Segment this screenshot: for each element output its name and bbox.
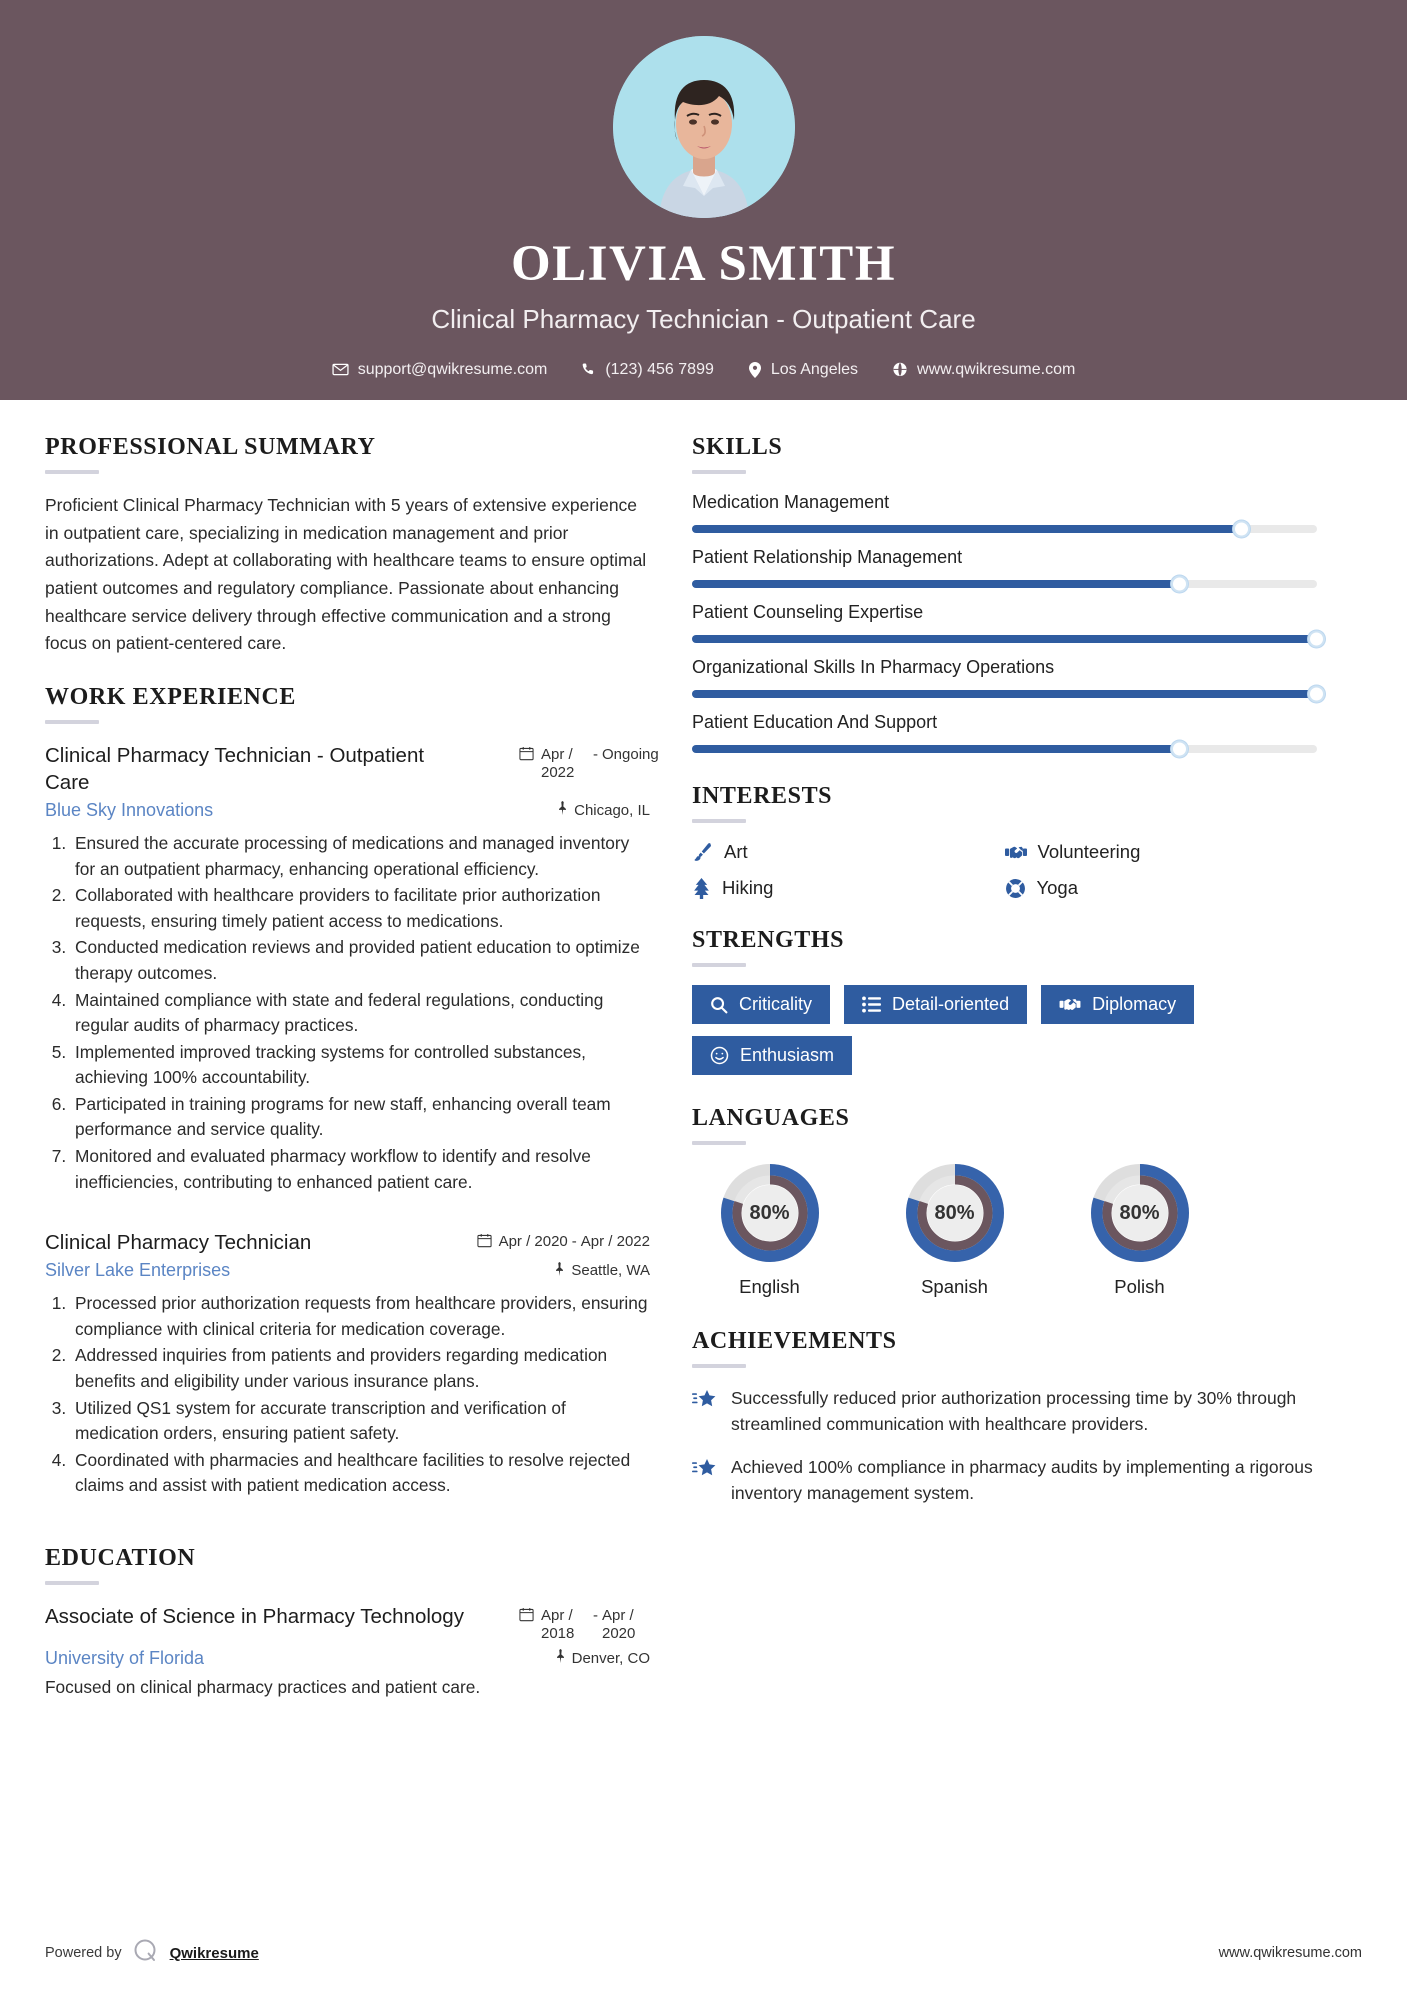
tree-icon — [692, 878, 711, 899]
work-dates — [519, 742, 659, 783]
strength-chip-detail-oriented[interactable] — [844, 985, 1027, 1024]
section-interests — [692, 783, 1317, 899]
magnifier-icon — [710, 996, 728, 1014]
strength-label: Diplomacy — [1092, 994, 1177, 1014]
skill-bar-knob[interactable] — [1171, 576, 1188, 593]
summary-text: Proficient Clinical Pharmacy Technician with 5 years of extensive experience in outpatient care, specializing in medication management and prior authorizations. Adept at collaborating with healthcare teams to ensure optimal patient outcomes and regulatory compliance. Passionate about enhancing healthcare service delivery through effective communication and a strong focus on patient-centered care. — [45, 495, 647, 654]
education-entry-head — [45, 1603, 650, 1644]
work-bullet: 1. Ensured the accurate processing of medications and managed inventory for an outpatient pharmacy, enhancing operational efficiency. — [71, 831, 650, 882]
skill-bar-track[interactable] — [692, 635, 1317, 643]
skill-bar-knob[interactable] — [1233, 521, 1250, 538]
skill-bar-knob[interactable] — [1308, 631, 1325, 648]
skill-bar-knob[interactable] — [1308, 686, 1325, 703]
globe-icon — [892, 362, 908, 378]
skill-item — [692, 602, 1317, 643]
work-date-start: Apr / 2020 — [498, 1233, 568, 1251]
contact-location[interactable] — [731, 361, 875, 379]
right-column — [692, 434, 1317, 1524]
interest-item — [1005, 841, 1318, 863]
map-pin-icon — [748, 362, 762, 378]
section-title: WORK EXPERIENCE — [45, 683, 297, 710]
powered-by — [45, 1938, 259, 1968]
calendar-icon — [477, 1233, 492, 1252]
contact-phone[interactable] — [564, 361, 731, 379]
skill-bar-fill — [692, 745, 1180, 753]
left-column — [45, 434, 659, 1706]
brand-link[interactable]: Qwikresume — [169, 1944, 259, 1962]
skill-bar-knob[interactable] — [1171, 741, 1188, 758]
achievement-item — [692, 1386, 1317, 1438]
section-strengths — [692, 927, 1317, 1075]
education-date-end: Apr / 2020 — [602, 1607, 636, 1643]
interest-label: Yoga — [1036, 877, 1079, 898]
pin-icon — [557, 801, 568, 819]
work-entry — [45, 1229, 650, 1499]
work-date-separator: - — [593, 745, 598, 763]
work-bullet: 2. Addressed inquiries from patients and providers regarding medication benefits and eligibility under various insurance plans. — [71, 1343, 650, 1394]
education-school: University of Florida — [45, 1647, 205, 1668]
skill-label: Patient Relationship Management — [692, 547, 963, 567]
work-location-value: Chicago, IL — [574, 801, 650, 819]
work-location — [554, 1262, 650, 1280]
work-entry — [45, 742, 659, 1195]
powered-by-label: Powered by — [45, 1945, 122, 1961]
list-icon — [862, 996, 881, 1013]
work-entry-sub — [45, 800, 650, 821]
language-donut — [720, 1163, 820, 1263]
language-donut — [1090, 1163, 1190, 1263]
calendar-icon — [519, 746, 534, 765]
section-title: ACHIEVEMENTS — [692, 1328, 897, 1354]
paint-brush-icon — [692, 842, 713, 863]
language-donut — [905, 1163, 1005, 1263]
work-date-end: Apr / 2022 — [580, 1233, 650, 1251]
section-skills — [692, 434, 1317, 753]
section-divider — [692, 470, 746, 474]
work-bullets — [71, 831, 650, 1195]
work-location-value: Seattle, WA — [571, 1262, 650, 1280]
education-degree: Associate of Science in Pharmacy Technology — [45, 1605, 464, 1629]
section-title: INTERESTS — [692, 783, 833, 809]
work-bullet: 4. Maintained compliance with state and federal regulations, conducting regular audits of pharmacy practices. — [71, 988, 650, 1039]
footer-url[interactable]: www.qwikresume.com — [1218, 1945, 1362, 1961]
language-name: Polish — [1114, 1276, 1165, 1297]
skill-bar-fill — [692, 580, 1180, 588]
section-title: SKILLS — [692, 434, 783, 460]
interest-label: Art — [724, 841, 748, 862]
language-item — [1062, 1163, 1217, 1298]
contact-phone-value: (123) 456 7899 — [605, 360, 714, 378]
section-divider — [692, 1141, 746, 1145]
resume-header — [0, 0, 1407, 400]
work-entry-head — [45, 1229, 650, 1256]
avatar — [613, 36, 795, 218]
work-location — [557, 801, 650, 819]
section-title: EDUCATION — [45, 1545, 196, 1572]
language-item — [692, 1163, 847, 1298]
work-bullet: 2. Collaborated with healthcare providers to facilitate prior authorization requests, ensuring timely patient access to medications. — [71, 883, 650, 934]
work-bullets — [71, 1291, 650, 1499]
education-location-value: Denver, CO — [571, 1649, 650, 1667]
work-entry-sub — [45, 1260, 650, 1281]
calendar-icon — [519, 1607, 534, 1626]
work-bullet: 7. Monitored and evaluated pharmacy workflow to identify and resolve inefficiencies, contributing to enhanced patient care. — [71, 1144, 650, 1195]
achievement-item — [692, 1455, 1317, 1507]
skill-item — [692, 492, 1317, 533]
language-percent: 80% — [749, 1201, 790, 1224]
work-date-start: Apr / 2022 — [541, 745, 575, 782]
interest-item — [1005, 877, 1318, 899]
section-divider — [45, 720, 99, 724]
section-divider — [692, 963, 746, 967]
section-divider — [45, 1581, 99, 1585]
pin-icon — [554, 1262, 565, 1280]
skill-item — [692, 712, 1317, 753]
work-bullet: 3. Conducted medication reviews and provided patient education to optimize therapy outcomes. — [71, 935, 650, 986]
section-professional-summary — [45, 434, 650, 658]
work-entry-head — [45, 742, 659, 796]
strength-label: Detail-oriented — [892, 994, 1010, 1014]
skill-label: Patient Education And Support — [692, 712, 938, 732]
section-divider — [692, 819, 746, 823]
star-icon — [692, 1386, 718, 1416]
strength-chip-diplomacy[interactable] — [1041, 985, 1194, 1024]
contact-website-value: www.qwikresume.com — [917, 360, 1076, 378]
work-bullet: 1. Processed prior authorization requests from healthcare providers, ensuring compliance with clinical criteria for medication coverage. — [71, 1291, 650, 1342]
work-bullet: 3. Utilized QS1 system for accurate transcription and verification of medication orders, ensuring patient safety. — [71, 1396, 650, 1447]
qwikresume-logo-icon — [133, 1938, 159, 1968]
section-work-experience — [45, 683, 659, 1499]
language-name: English — [739, 1276, 800, 1297]
section-title: STRENGTHS — [692, 927, 845, 953]
work-dates — [477, 1229, 650, 1252]
skill-bar-track[interactable] — [692, 580, 1317, 588]
work-bullet: 4. Coordinated with pharmacies and healthcare facilities to resolve rejected claims and assist with patient medication access. — [71, 1448, 650, 1499]
skill-bar-track[interactable] — [692, 525, 1317, 533]
strengths-list — [692, 985, 1317, 1075]
star-icon — [692, 1455, 718, 1485]
skill-bar-track[interactable] — [692, 745, 1317, 753]
interests-grid — [692, 841, 1317, 899]
education-note: Focused on clinical pharmacy practices and patient care. — [45, 1676, 481, 1697]
skill-bar-fill — [692, 690, 1317, 698]
strength-label: Criticality — [739, 994, 813, 1014]
education-entry-sub — [45, 1648, 650, 1669]
interest-label: Hiking — [722, 877, 774, 898]
resume-footer — [45, 1938, 1362, 1968]
strength-label: Enthusiasm — [740, 1045, 835, 1065]
work-date-end: Ongoing — [602, 745, 659, 763]
language-percent: 80% — [934, 1201, 975, 1224]
section-title: LANGUAGES — [692, 1105, 850, 1131]
contact-row — [315, 361, 1093, 379]
work-company: Silver Lake Enterprises — [45, 1260, 231, 1281]
work-role: Clinical Pharmacy Technician — [45, 1231, 312, 1255]
skill-item — [692, 657, 1317, 698]
strength-chip-criticality[interactable] — [692, 985, 830, 1024]
work-bullet: 6. Participated in training programs for new staff, enhancing overall team performance and service quality. — [71, 1092, 650, 1143]
language-percent: 80% — [1119, 1201, 1160, 1224]
envelope-icon — [332, 361, 349, 378]
smiley-icon — [710, 1046, 729, 1065]
strength-chip-enthusiasm[interactable] — [692, 1036, 852, 1075]
education-date-start: Apr / 2018 — [541, 1607, 575, 1643]
achievement-text: Successfully reduced prior authorization processing time by 30% through streamlined communication with healthcare providers. — [731, 1388, 1297, 1434]
contact-email-value: support@qwikresume.com — [357, 360, 548, 378]
skill-label: Medication Management — [692, 492, 890, 512]
contact-website[interactable] — [875, 361, 1092, 379]
skill-bar-fill — [692, 525, 1242, 533]
section-divider — [45, 470, 99, 474]
languages-list — [692, 1163, 1317, 1298]
handshake-icon — [1059, 995, 1081, 1014]
interest-label: Volunteering — [1037, 841, 1141, 862]
education-location — [555, 1649, 650, 1667]
skill-bar-fill — [692, 635, 1317, 643]
section-education — [45, 1545, 650, 1698]
job-title: Clinical Pharmacy Technician - Outpatient Care — [431, 303, 976, 334]
skill-item — [692, 547, 1317, 588]
section-achievements — [692, 1328, 1317, 1507]
life-ring-icon — [1005, 878, 1026, 899]
phone-icon — [581, 362, 596, 377]
page-title: OLIVIA SMITH — [510, 236, 896, 292]
language-item — [877, 1163, 1032, 1298]
section-divider — [692, 1364, 746, 1368]
education-date-separator: - — [593, 1607, 598, 1625]
skill-bar-track[interactable] — [692, 690, 1317, 698]
interest-item — [692, 841, 1005, 863]
contact-location-value: Los Angeles — [770, 360, 859, 378]
language-name: Spanish — [921, 1276, 988, 1297]
interest-item — [692, 877, 1005, 899]
skill-label: Organizational Skills In Pharmacy Operations — [692, 657, 1055, 677]
resume-body — [0, 400, 1407, 1706]
achievement-text: Achieved 100% compliance in pharmacy audits by implementing a rigorous inventory management system. — [731, 1456, 1313, 1503]
contact-email[interactable] — [315, 361, 565, 379]
handshake-icon — [1005, 842, 1027, 863]
section-title: PROFESSIONAL SUMMARY — [45, 434, 376, 460]
pin-icon — [555, 1649, 566, 1667]
work-bullet: 5. Implemented improved tracking systems for controlled substances, achieving 100% accountability. — [71, 1040, 650, 1091]
work-role: Clinical Pharmacy Technician - Outpatient Care — [45, 743, 425, 794]
work-company: Blue Sky Innovations — [45, 799, 214, 820]
education-dates — [519, 1603, 650, 1644]
section-languages — [692, 1105, 1317, 1298]
education-entry — [45, 1603, 650, 1698]
skill-label: Patient Counseling Expertise — [692, 602, 924, 622]
work-date-separator: - — [571, 1233, 577, 1251]
